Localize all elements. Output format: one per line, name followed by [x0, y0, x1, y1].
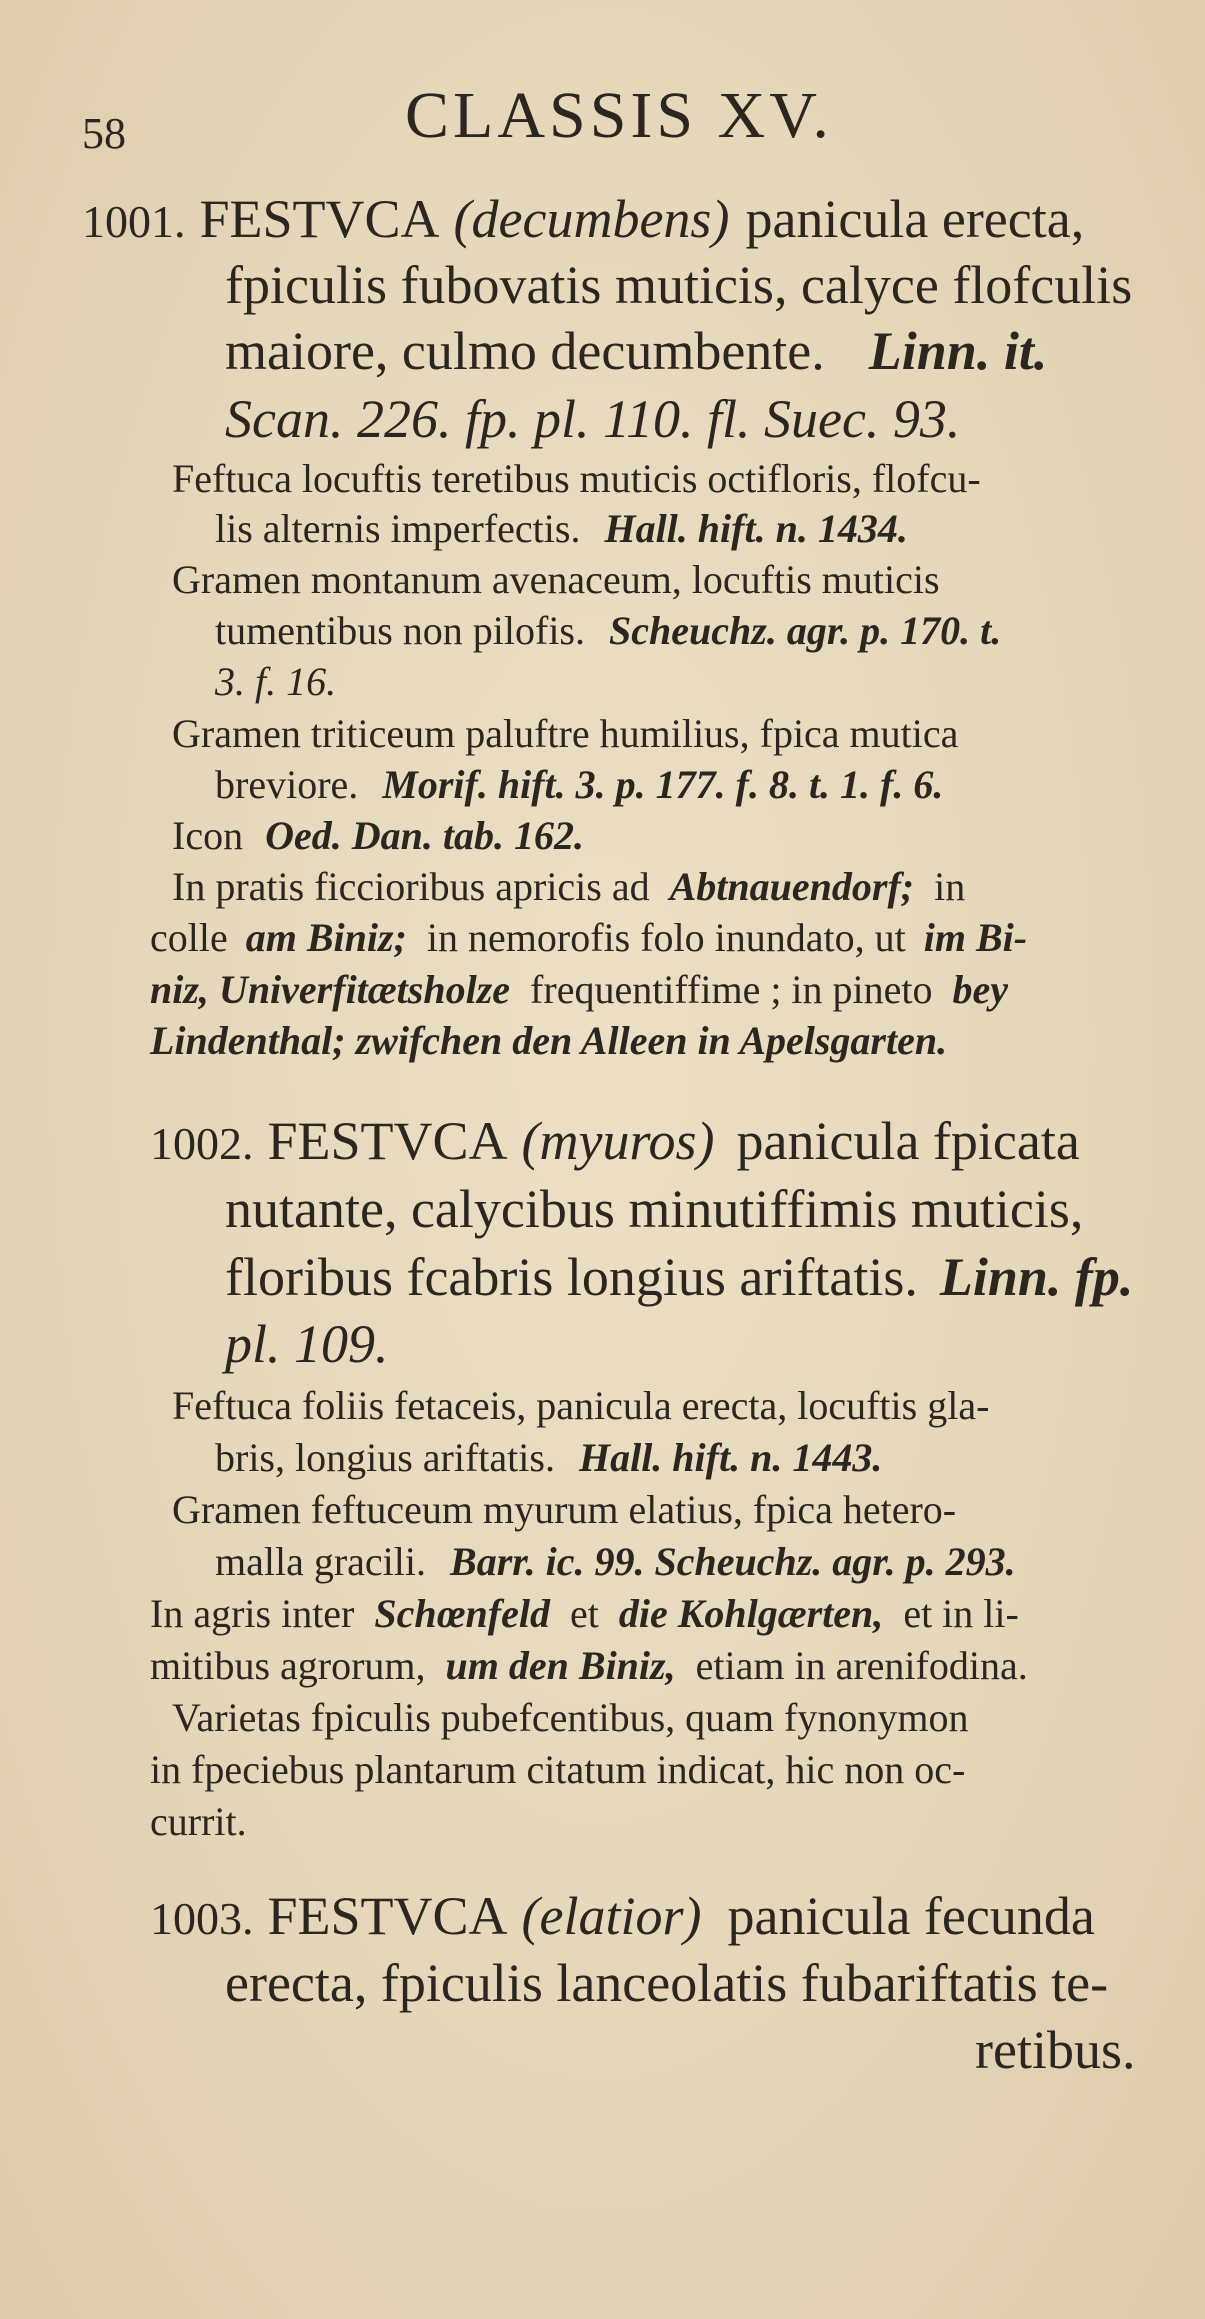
variety-note-line: in fpeciebus plantarum citatum indicat, hic non oc- [150, 1747, 966, 1792]
species-name: (decumbens) [453, 189, 730, 249]
synonym-text: breviore. [215, 762, 359, 807]
synonym-line: Feftuca foliis fetaceis, panicula erecta, locuftis gla- [172, 1383, 990, 1428]
citation: Oed. Dan. tab. 162. [265, 813, 584, 858]
variety-note-line: Varietas fpiculis pubefcentibus, quam fynonymon [172, 1695, 969, 1740]
citation: Linn. it. [868, 321, 1048, 381]
synonym-line: Gramen feftuceum myurum elatius, fpica hetero- [172, 1487, 957, 1532]
locality: Schœnfeld [374, 1591, 550, 1636]
synonym-line: Gramen triticeum paluftre humilius, fpica mutica [172, 711, 959, 756]
habitat-text: colle [150, 915, 228, 960]
species-name: (elatior) [521, 1886, 702, 1946]
genus-name: FESTVCA [199, 189, 440, 249]
habitat-line [150, 1642, 1028, 1689]
habitat-text: In agris inter [150, 1591, 355, 1636]
entry-number: 1001. [82, 196, 186, 247]
diagnosis-line [225, 1246, 1133, 1308]
habitat-text: mitibus agrorum, [150, 1643, 426, 1688]
locality: am Biniz; [245, 915, 407, 960]
habitat-line [150, 966, 1008, 1013]
synonym-line [215, 1538, 1016, 1585]
locality: Abtnauendorf; [669, 864, 915, 909]
genus-name: FESTVCA [267, 1111, 508, 1171]
citation: Morif. hift. 3. p. 177. f. 8. t. 1. f. 6. [382, 762, 944, 807]
variety-note-line: currit. [150, 1799, 247, 1844]
synonym-line [215, 761, 943, 808]
citation: Hall. hift. n. 1443. [578, 1435, 883, 1480]
species-name: (myuros) [521, 1111, 715, 1171]
locality: die Kohlgærten, [618, 1591, 884, 1636]
synonym-line [215, 505, 908, 552]
habitat-text: in nemorofis folo inundato, ut [426, 915, 906, 960]
synonym-line: Gramen montanum avenaceum, locuftis muticis [172, 557, 940, 602]
habitat-line: Lindenthal; zwifchen den Alleen in Apelsgarten. [150, 1018, 948, 1063]
locality: niz, Univerfitætsholze [150, 967, 511, 1012]
citation: Linn. fp. [939, 1247, 1134, 1307]
habitat-text: In pratis ficcioribus apricis ad [172, 864, 650, 909]
habitat-line [172, 863, 965, 910]
diagnosis-text: maiore, culmo decumbente. [225, 321, 825, 381]
habitat-line [150, 1590, 1019, 1637]
diagnosis-line: fpiculis fubovatis muticis, calyce flofculis [225, 255, 1133, 315]
running-title: CLASSIS XV. [405, 79, 833, 152]
synonym-text: malla gracili. [215, 1539, 427, 1584]
locality: bey [952, 967, 1009, 1012]
synonym-line [215, 1434, 882, 1481]
icon-reference [172, 812, 584, 859]
synonym-text: lis alternis imperfectis. [215, 506, 581, 551]
page-number: 58 [82, 109, 126, 158]
diagnosis-line [150, 1885, 1095, 1947]
locality: im Bi- [923, 915, 1028, 960]
citation: Hall. hift. n. 1434. [604, 506, 908, 551]
synonym-line [215, 607, 1001, 654]
citation: Scheuchz. agr. p. 170. t. [609, 608, 1002, 653]
diagnosis-line: retibus. [975, 2020, 1136, 2080]
diagnosis-line [150, 1110, 1080, 1172]
diagnosis-line: erecta, fpiculis lanceolatis fubariftatis te- [225, 1953, 1109, 2013]
diagnosis-line [225, 320, 1047, 382]
synonym-text: tumentibus non pilofis. [215, 608, 585, 653]
entry-number: 1002. [150, 1118, 254, 1169]
habitat-line [150, 914, 1027, 961]
diagnosis-text: floribus fcabris longius ariftatis. [225, 1247, 918, 1307]
habitat-text: et in li- [903, 1591, 1019, 1636]
habitat-text: in [934, 864, 966, 909]
habitat-text: etiam in arenifodina. [695, 1643, 1028, 1688]
diagnosis-text: panicula fpicata [736, 1111, 1080, 1171]
synonym-line: Feftuca locuftis teretibus muticis octifloris, flofcu- [172, 456, 981, 501]
diagnosis-line: nutante, calycibus minutiffimis muticis, [225, 1179, 1084, 1239]
genus-name: FESTVCA [267, 1886, 508, 1946]
citation: Barr. ic. 99. Scheuchz. agr. p. 293. [450, 1539, 1016, 1584]
citation: 3. f. 16. [215, 659, 337, 704]
diagnosis-text: panicula fecunda [727, 1886, 1095, 1946]
diagnosis-line [82, 188, 1084, 250]
page-header [0, 78, 1205, 158]
locality: um den Biniz, [445, 1643, 676, 1688]
citation: pl. 109. [225, 1314, 389, 1374]
habitat-text: frequentiffime ; in pineto [530, 967, 933, 1012]
habitat-text: et [569, 1591, 599, 1636]
citation: Scan. 226. fp. pl. 110. fl. Suec. 93. [225, 389, 961, 449]
synonym-text: bris, longius ariftatis. [215, 1435, 555, 1480]
icon-label: Icon [172, 813, 244, 858]
entry-number: 1003. [150, 1893, 254, 1944]
diagnosis-text: panicula erecta, [745, 189, 1085, 249]
